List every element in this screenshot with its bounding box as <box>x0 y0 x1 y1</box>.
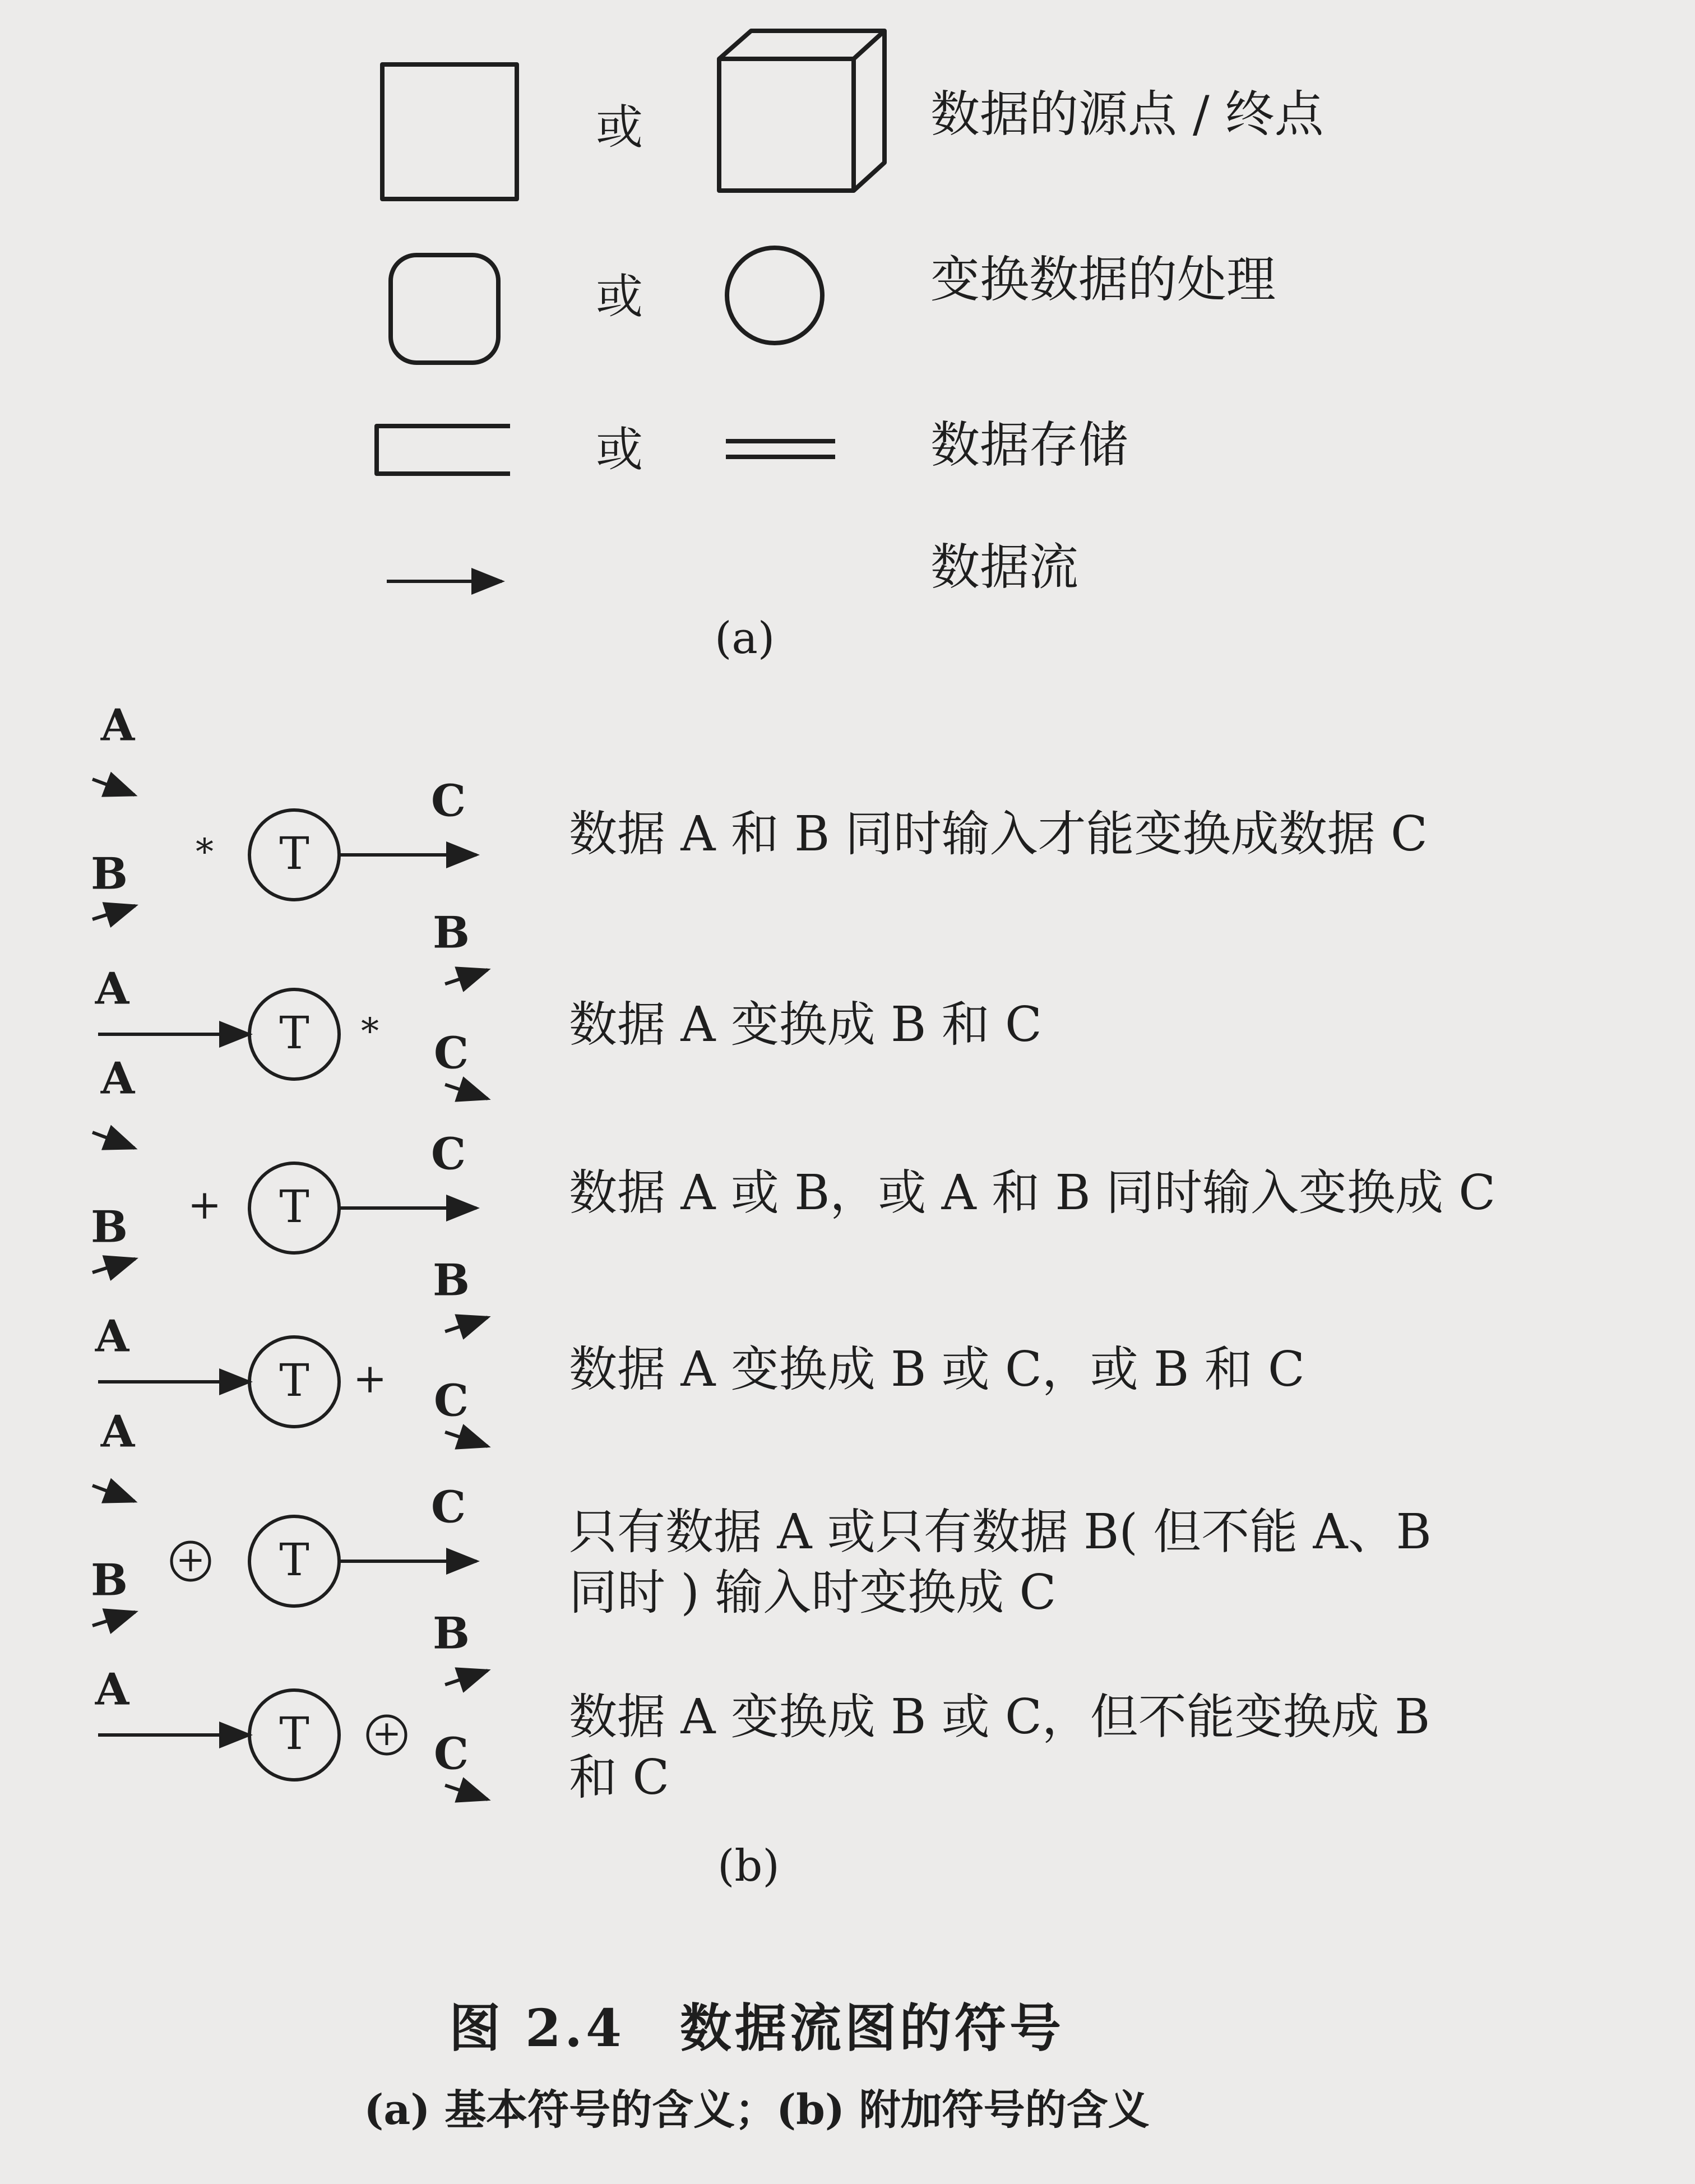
source-sink-cube-symbol <box>719 31 884 191</box>
input-label-a-3: A <box>100 1053 135 1104</box>
legend-label-data-store: 数据存储 <box>930 416 1128 474</box>
rule-desc-3: 数据 A 或 B，或 A 和 B 同时输入变换成 C <box>569 1165 1496 1221</box>
output-label-c-5: C <box>430 1482 466 1533</box>
input-arrow-a-3 <box>92 1132 135 1148</box>
input-label-a-5: A <box>100 1406 135 1457</box>
output-arrow-c-4 <box>445 1432 488 1446</box>
output-arrow-b-2 <box>445 970 488 984</box>
figure-caption-subtitle: (a) 基本符号的含义；(b) 附加符号的含义 <box>364 2086 1150 2134</box>
source-sink-square-symbol <box>382 64 517 199</box>
output-arrow-c-6 <box>445 1785 488 1799</box>
input-arrow-a-5 <box>92 1486 135 1501</box>
or-word-row3: 或 <box>596 422 643 477</box>
output-label-b-2: B <box>433 907 470 959</box>
output-label-c-1: C <box>430 775 466 827</box>
process-label-4: T <box>279 1354 309 1406</box>
input-label-b-1: B <box>91 848 128 900</box>
operator-symbol-1: * <box>196 831 214 873</box>
input-arrow-b-1 <box>92 906 135 919</box>
data-store-double-line-symbol <box>726 441 835 457</box>
subfigure-label-a: (a) <box>715 613 775 664</box>
process-circle-symbol <box>727 248 822 343</box>
operator-symbol-2: * <box>361 1011 379 1053</box>
legend-label-process: 变换数据的处理 <box>930 251 1276 308</box>
legend-label-source-sink: 数据的源点 / 终点 <box>930 85 1324 143</box>
rule-desc-2: 数据 A 变换成 B 和 C <box>569 997 1042 1053</box>
input-arrow-b-5 <box>92 1612 135 1626</box>
rule-desc-5: 只有数据 A 或只有数据 B( 但不能 A、B 同时 ) 输入时变换成 C <box>569 1504 1432 1621</box>
process-label-1: T <box>279 827 309 880</box>
xor-operator-plus-5: + <box>176 1539 205 1580</box>
legend-label-data-flow: 数据流 <box>930 538 1079 596</box>
output-label-c-6: C <box>433 1728 469 1780</box>
input-label-a-1: A <box>100 700 135 751</box>
output-label-b-6: B <box>433 1608 470 1659</box>
data-store-open-rect-symbol <box>377 426 510 474</box>
subfigure-label-b: (b) <box>717 1841 780 1891</box>
input-label-a-2: A <box>95 963 129 1015</box>
output-arrow-b-6 <box>445 1671 488 1685</box>
or-word-row1: 或 <box>596 100 643 155</box>
process-label-3: T <box>279 1181 309 1233</box>
output-label-b-4: B <box>433 1255 470 1306</box>
process-rounded-square-symbol <box>391 255 498 363</box>
figure-caption-title: 图 2.4 数据流图的符号 <box>448 1998 1065 2058</box>
output-label-c-2: C <box>433 1028 469 1079</box>
output-arrow-b-4 <box>445 1317 488 1331</box>
xor-operator-plus-6: + <box>372 1713 401 1754</box>
input-label-a-6: A <box>95 1664 129 1715</box>
rule-desc-1: 数据 A 和 B 同时输入才能变换成数据 C <box>569 806 1428 862</box>
process-label-5: T <box>279 1534 309 1586</box>
output-arrow-c-2 <box>445 1085 488 1099</box>
output-label-c-3: C <box>430 1128 466 1180</box>
input-label-b-5: B <box>91 1554 128 1606</box>
operator-symbol-4: + <box>353 1355 387 1402</box>
input-arrow-a-1 <box>92 779 135 795</box>
process-label-6: T <box>279 1708 309 1760</box>
output-label-c-4: C <box>433 1375 469 1427</box>
input-arrow-b-3 <box>92 1259 135 1273</box>
or-word-row2: 或 <box>596 269 643 324</box>
operator-symbol-3: + <box>187 1181 222 1228</box>
rule-desc-4: 数据 A 变换成 B 或 C，或 B 和 C <box>569 1341 1305 1398</box>
rule-desc-6: 数据 A 变换成 B 或 C，但不能变换成 B 和 C <box>569 1689 1430 1806</box>
process-label-2: T <box>279 1007 309 1059</box>
input-label-b-3: B <box>91 1201 128 1253</box>
input-label-a-4: A <box>95 1311 129 1362</box>
